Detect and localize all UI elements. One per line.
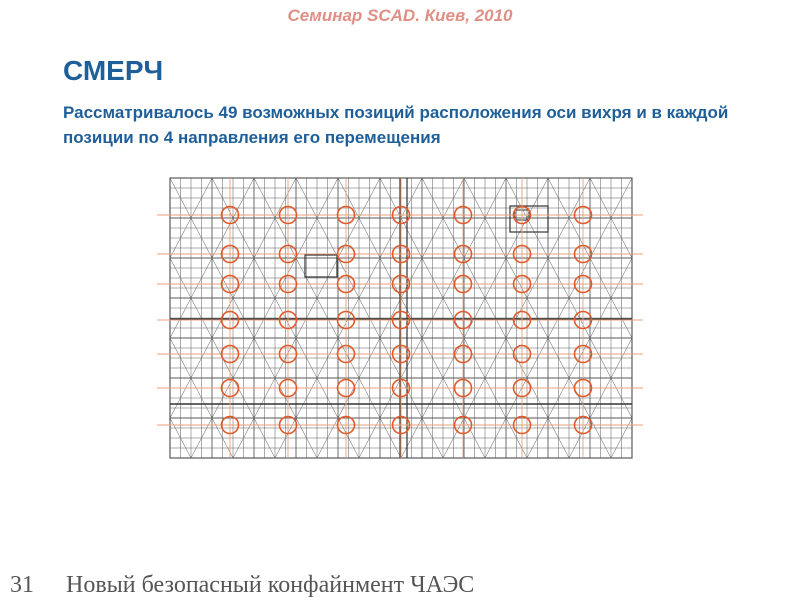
seminar-header: Семинар SCAD. Киев, 2010 xyxy=(287,6,513,25)
slide-description: Рассматривалось 49 возможных позиций расположения оси вихря и в каждой позиции по 4 направления его перемещения xyxy=(63,103,729,147)
structure-plan-diagram xyxy=(155,172,645,462)
footer-title: Новый безопасный конфайнмент ЧАЭС xyxy=(66,572,475,598)
slide-title: СМЕРЧ xyxy=(63,55,164,86)
page-number: 31 xyxy=(10,572,34,598)
